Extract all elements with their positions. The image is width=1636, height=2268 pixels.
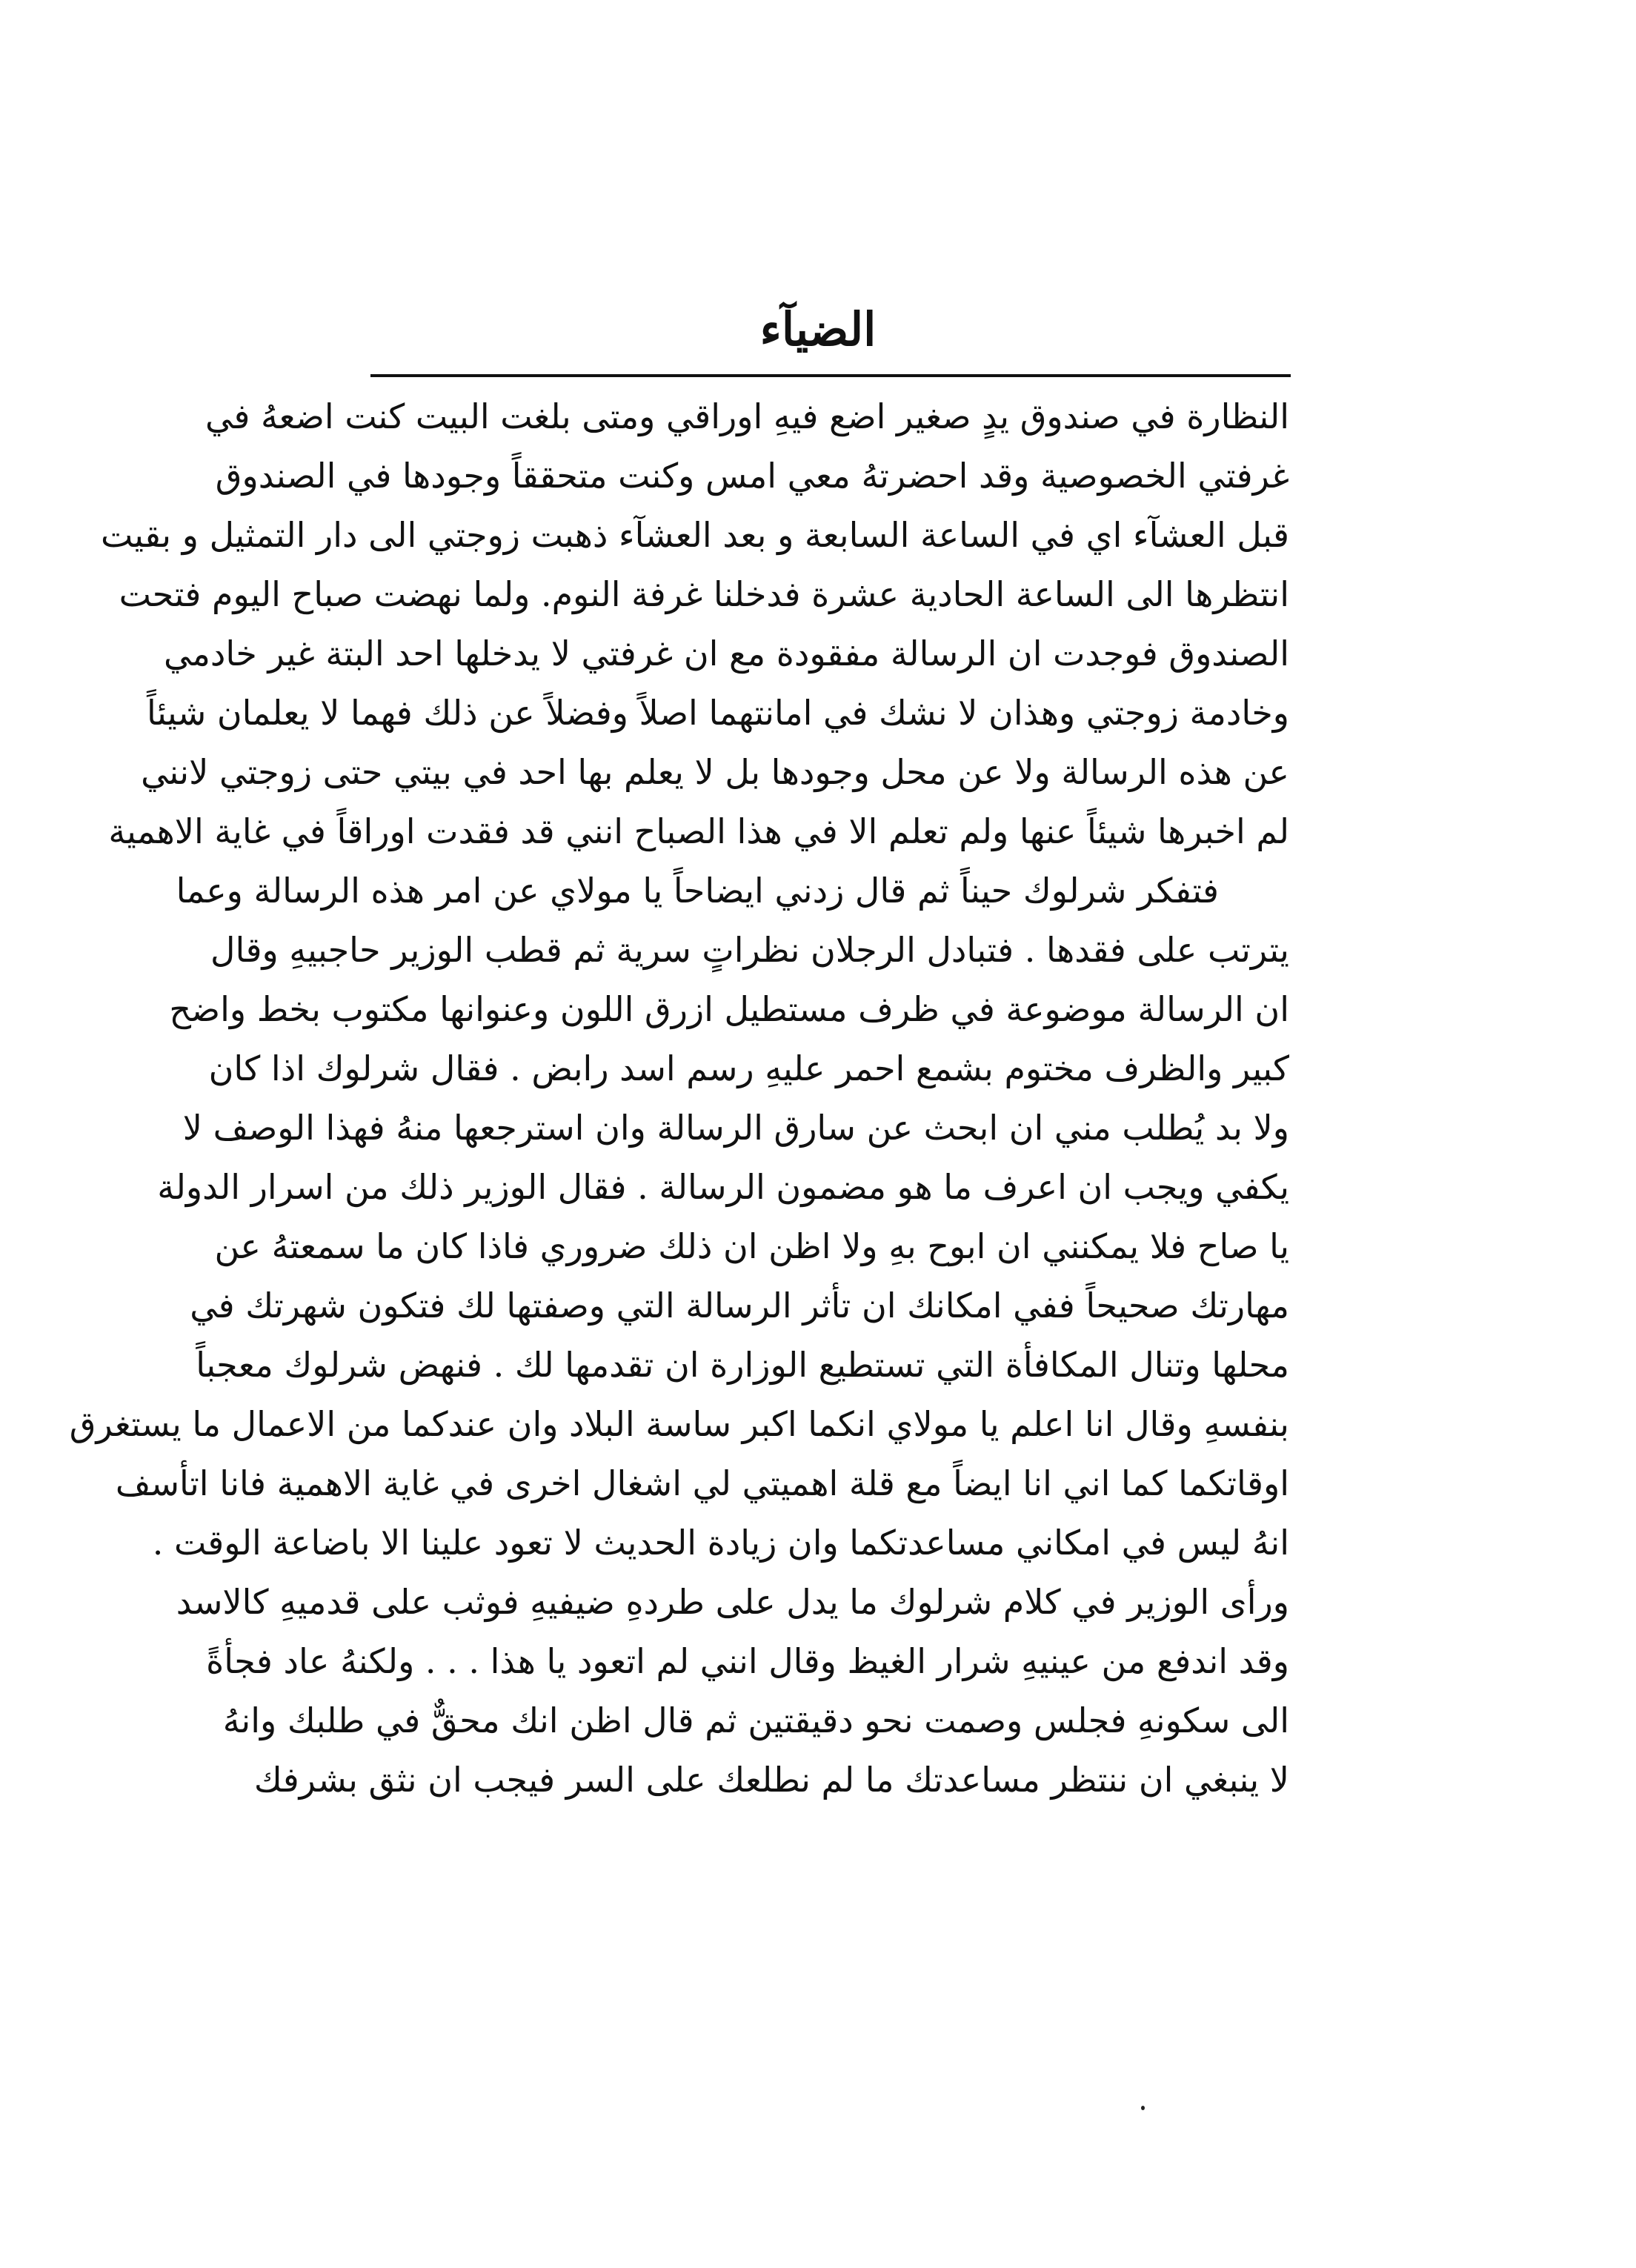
text-line: اوقاتكما كما اني انا ايضاً مع قلة اهميتي لي اشغال اخرى في غاية الاهمية فانا اتأسف (115, 1463, 1289, 1503)
text-line: مهارتك صحيحاً ففي امكانك ان تأثر الرسالة التي وصفتها لك فتكون شهرتك في (190, 1286, 1289, 1326)
text-line: لم اخبرها شيئاً عنها ولم تعلم الا في هذا الصباح انني قد فقدت اوراقاً في غاية الاهمية (108, 811, 1289, 851)
text-line: غرفتي الخصوصية وقد احضرتهُ معي امس وكنت متحققاً وجودها في الصندوق (215, 456, 1289, 496)
text-line: بنفسهِ وقال انا اعلم يا مولاي انكما اكبر ساسة البلاد وان عندكما من الاعمال ما يستغرق (69, 1404, 1289, 1444)
text-line: وقد اندفع من عينيهِ شرار الغيظ وقال انني لم اتعود يا هذا . . . ولكنهُ عاد فجأةً (206, 1641, 1289, 1681)
text-line: الى سكونهِ فجلس وصمت نحو دقيقتين ثم قال اظن انك محقٌّ في طلبك وانهُ (222, 1700, 1289, 1740)
text-line: انهُ ليس في امكاني مساعدتكما وان زيادة الحديث لا تعود علينا الا باضاعة الوقت . (152, 1523, 1289, 1563)
text-line: كبير والظرف مختوم بشمع احمر عليهِ رسم اسد رابض . فقال شرلوك اذا كان (208, 1048, 1289, 1088)
text-line: النظارة في صندوق يدٍ صغير اضع فيهِ اوراقي ومتى بلغت البيت كنت اضعهُ في (205, 396, 1289, 436)
page-header-title: الضيآء (759, 302, 877, 356)
text-line: محلها وتنال المكافأة التي تستطيع الوزارة ان تقدمها لك . فنهض شرلوك معجباً (196, 1345, 1289, 1385)
text-line: انتظرها الى الساعة الحادية عشرة فدخلنا غرفة النوم. ولما نهضت صباح اليوم فتحت (119, 574, 1289, 614)
text-line: وخادمة زوجتي وهذان لا نشك في امانتهما اصلاً وفضلاً عن ذلك فهما لا يعلمان شيئاً (146, 693, 1289, 733)
header-rule (370, 374, 1291, 377)
text-line: يا صاح فلا يمكنني ان ابوح بهِ ولا اظن ان ذلك ضروري فاذا كان ما سمعتهُ عن (214, 1226, 1289, 1266)
text-line: ولا بد يُطلب مني ان ابحث عن سارق الرسالة وان استرجعها منهُ فهذا الوصف لا (182, 1108, 1289, 1148)
text-line: يكفي ويجب ان اعرف ما هو مضمون الرسالة . فقال الوزير ذلك من اسرار الدولة (157, 1167, 1289, 1207)
text-line: فتفكر شرلوك حيناً ثم قال زدني ايضاحاً يا مولاي عن امر هذه الرسالة وعما (176, 871, 1219, 911)
text-line: ان الرسالة موضوعة في ظرف مستطيل ازرق اللون وعنوانها مكتوب بخط واضح (169, 989, 1289, 1029)
ink-speck (1141, 2106, 1145, 2110)
text-line: ورأى الوزير في كلام شرلوك ما يدل على طردهِ ضيفيهِ فوثب على قدميهِ كالاسد (176, 1582, 1289, 1622)
body-text (69, 387, 1289, 1809)
text-line: قبل العشآء اي في الساعة السابعة و بعد العشآء ذهبت زوجتي الى دار التمثيل و بقيت (100, 515, 1289, 555)
text-line: عن هذه الرسالة ولا عن محل وجودها بل لا يعلم بها احد في بيتي حتى زوجتي لانني (141, 752, 1289, 792)
text-line: الصندوق فوجدت ان الرسالة مفقودة مع ان غرفتي لا يدخلها احد البتة غير خادمي (163, 633, 1289, 674)
text-line: لا ينبغي ان ننتظر مساعدتك ما لم نطلعك على السر فيجب ان نثق بشرفك (253, 1760, 1289, 1800)
text-line: يترتب على فقدها . فتبادل الرجلان نظراتٍ سرية ثم قطب الوزير حاجبيهِ وقال (210, 930, 1289, 970)
